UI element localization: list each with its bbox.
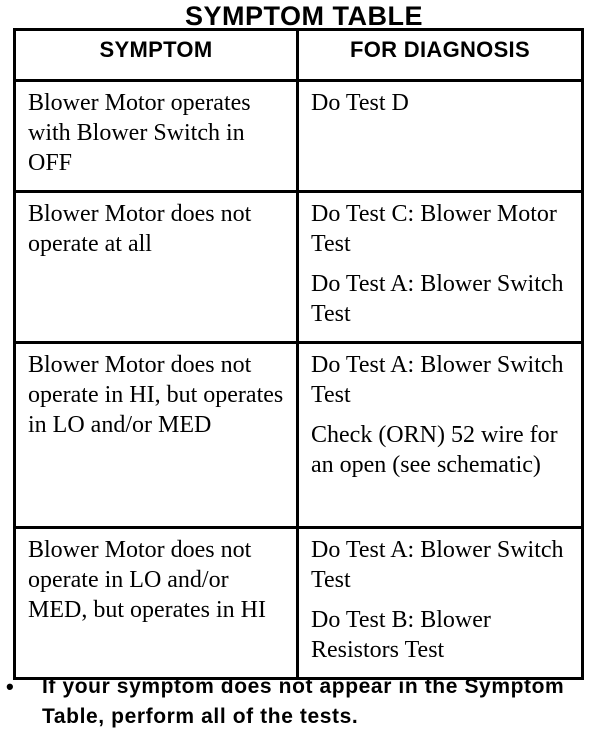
footnote xyxy=(6,672,596,732)
diagnosis-step: Do Test A: Blower Switch Test xyxy=(311,352,564,408)
diagnosis-step: Do Test B: Blower Resistors Test xyxy=(311,607,491,663)
diagnosis-step: Do Test D xyxy=(311,90,409,116)
diagnosis-step: Check (ORN) 52 wire for an open (see schematic) xyxy=(311,422,558,478)
diagnosis-cell xyxy=(298,81,583,192)
diagnosis-step: Do Test A: Blower Switch Test xyxy=(311,537,564,593)
diagnosis-step: Do Test A: Blower Switch Test xyxy=(311,271,564,327)
diagnosis-step: Do Test C: Blower Motor Test xyxy=(311,201,557,257)
symptom-column-header: SYMPTOM xyxy=(15,30,298,81)
page-title: SYMPTOM TABLE xyxy=(184,1,423,31)
symptom-cell: Blower Motor does not operate in LO and/or MED, but operates in HI xyxy=(15,528,298,679)
symptom-cell: Blower Motor does not operate at all xyxy=(15,192,298,343)
table-header-row xyxy=(15,30,583,81)
diagnosis-column-header: FOR DIAGNOSIS xyxy=(298,30,583,81)
bullet-icon: • xyxy=(6,674,14,699)
footnote-text: If your symptom does not appear in the Symptom Table, perform all of the tests. xyxy=(42,675,565,728)
table-row xyxy=(15,343,583,528)
table-row xyxy=(15,81,583,192)
diagnosis-cell xyxy=(298,343,583,528)
symptom-cell: Blower Motor operates with Blower Switch in OFF xyxy=(15,81,298,192)
table-row xyxy=(15,528,583,679)
table-row xyxy=(15,192,583,343)
symptom-cell: Blower Motor does not operate in HI, but operates in LO and/or MED xyxy=(15,343,298,528)
diagnosis-cell xyxy=(298,192,583,343)
diagnosis-cell xyxy=(298,528,583,679)
symptom-table xyxy=(13,28,584,680)
